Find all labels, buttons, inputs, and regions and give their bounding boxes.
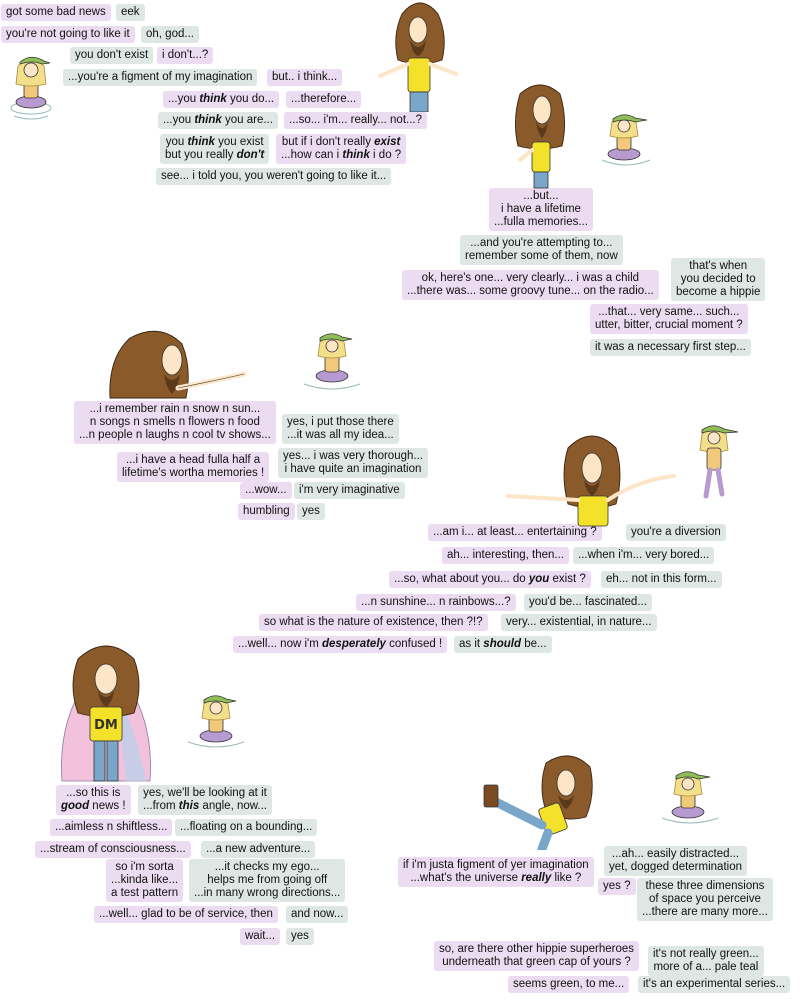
dialogue-line: remember some of them, now bbox=[465, 250, 618, 262]
speech-bubble bbox=[508, 976, 629, 993]
dialogue-line: ah... interesting, then... bbox=[447, 549, 564, 561]
speech-bubble bbox=[138, 785, 272, 815]
dialogue-text: confused ! bbox=[385, 638, 443, 650]
speech-bubble bbox=[356, 594, 516, 611]
dialogue-text: news ! bbox=[89, 800, 126, 812]
floating-friend-illustration bbox=[660, 770, 720, 826]
dialogue-line: ...so this is bbox=[66, 787, 121, 799]
speech-bubble bbox=[590, 304, 748, 334]
dialogue-line: ...it checks my ego... bbox=[214, 861, 320, 873]
speech-bubble bbox=[573, 547, 714, 564]
dialogue-line: eh... not in this form... bbox=[606, 573, 717, 585]
dialogue-line: of space you perceive bbox=[649, 893, 761, 905]
emphasis-text: should bbox=[483, 638, 521, 650]
dialogue-line: and now... bbox=[291, 908, 344, 920]
dialogue-text: be... bbox=[521, 638, 547, 650]
dialogue-text: exist ? bbox=[549, 573, 586, 585]
dialogue-line: yes... i was very thorough... bbox=[283, 450, 423, 462]
speech-bubble bbox=[106, 859, 183, 902]
dialogue-line: ...there are many more... bbox=[642, 906, 768, 918]
dialogue-line: it's an experimental series... bbox=[643, 978, 786, 990]
svg-text:DM: DM bbox=[94, 718, 118, 733]
dialogue-line: underneath that green cap of yours ? bbox=[442, 956, 631, 968]
dialogue-line: yes bbox=[302, 505, 320, 517]
floating-friend-illustration bbox=[8, 52, 54, 124]
speech-bubble bbox=[286, 928, 314, 945]
speech-bubble bbox=[648, 946, 764, 976]
dialogue-line: you're not going to like it bbox=[6, 28, 130, 40]
dialogue-line bbox=[143, 800, 267, 813]
dialogue-line: yet, dogged determination bbox=[609, 861, 742, 873]
speech-bubble bbox=[163, 91, 279, 108]
dialogue-line: ...in many wrong directions... bbox=[194, 887, 341, 899]
dialogue-line: that's when bbox=[689, 260, 748, 272]
dialogue-line bbox=[394, 573, 586, 586]
speech-bubble bbox=[294, 482, 405, 499]
dialogue-line: these three dimensions bbox=[645, 880, 765, 892]
dialogue-line: ...you're a figment of my imagination bbox=[68, 71, 253, 83]
speech-bubble bbox=[282, 414, 399, 444]
dialogue-line bbox=[168, 93, 274, 106]
speech-bubble bbox=[160, 134, 269, 164]
dialogue-line: ...am i... at least... entertaining ? bbox=[433, 526, 597, 538]
speech-bubble bbox=[398, 857, 594, 887]
speech-bubble bbox=[1, 4, 111, 21]
speech-bubble bbox=[286, 91, 361, 108]
speech-bubble bbox=[601, 571, 722, 588]
dialogue-line: you decided to bbox=[680, 273, 756, 285]
dialogue-line: ...and you're attempting to... bbox=[470, 237, 613, 249]
speech-bubble bbox=[158, 112, 278, 129]
dialogue-line: yes bbox=[291, 930, 309, 942]
dialogue-line: eek bbox=[121, 6, 140, 18]
emphasis-text: exist bbox=[374, 136, 401, 148]
dialogue-text: but if i don't really bbox=[281, 136, 375, 148]
speech-bubble bbox=[286, 906, 348, 923]
speech-bubble bbox=[233, 636, 447, 653]
speech-bubble bbox=[590, 339, 751, 356]
floating-friend-illustration bbox=[688, 422, 744, 502]
dialogue-line: become a hippie bbox=[676, 286, 761, 298]
dialogue-text: ...what's the universe bbox=[410, 872, 522, 884]
speech-bubble bbox=[276, 134, 406, 164]
dialogue-line: you'd be... fascinated... bbox=[529, 596, 647, 608]
dialogue-text: ...well... now i'm bbox=[238, 638, 322, 650]
speech-bubble bbox=[175, 819, 317, 836]
speech-bubble bbox=[238, 503, 295, 520]
dialogue-line: i'm very imaginative bbox=[299, 484, 400, 496]
dialogue-line: ...i have a head fulla half a bbox=[125, 454, 261, 466]
kicking-hippie-illustration bbox=[482, 755, 602, 850]
dialogue-line: ...ah... easily distracted... bbox=[611, 848, 740, 860]
dialogue-line: ...when i'm... very bored... bbox=[578, 549, 710, 561]
dialogue-line: you're a diversion bbox=[631, 526, 721, 538]
dialogue-line: see... i told you, you weren't going to like it... bbox=[161, 170, 387, 182]
dialogue-line bbox=[281, 136, 401, 149]
speech-bubble bbox=[50, 819, 172, 836]
dialogue-text: you do... bbox=[226, 93, 275, 105]
dialogue-text: ...from bbox=[143, 800, 179, 812]
emphasis-text: good bbox=[61, 800, 90, 812]
emphasis-text: think bbox=[187, 136, 215, 148]
dialogue-line: humbling bbox=[243, 505, 290, 517]
speech-bubble bbox=[524, 594, 652, 611]
speech-bubble bbox=[598, 878, 636, 895]
dialogue-line: ...therefore... bbox=[291, 93, 357, 105]
dialogue-line: got some bad news bbox=[6, 6, 106, 18]
speech-bubble bbox=[278, 448, 428, 478]
dialogue-line: so i'm sorta bbox=[115, 861, 174, 873]
dialogue-text: ...so, what about you... do bbox=[394, 573, 529, 585]
emphasis-text: desperately bbox=[322, 638, 386, 650]
emphasis-text: think bbox=[342, 149, 370, 161]
dialogue-line: yes, we'll be looking at it bbox=[143, 787, 267, 799]
emphasis-text: think bbox=[199, 93, 227, 105]
dialogue-line: ...wow... bbox=[245, 484, 287, 496]
dialogue-text: you bbox=[165, 136, 188, 148]
speech-bubble bbox=[240, 928, 280, 945]
dialogue-line: ...there was... some groovy tune... on the radio... bbox=[407, 285, 654, 297]
emphasis-text: don't bbox=[236, 149, 265, 161]
hippie-illustration bbox=[372, 0, 462, 112]
dialogue-line: ...well... glad to be of service, then bbox=[99, 908, 273, 920]
dialogue-line: very... existential, in nature... bbox=[506, 616, 652, 628]
emphasis-text: think bbox=[194, 114, 222, 126]
floating-friend-illustration bbox=[186, 692, 246, 750]
dialogue-line: so what is the nature of existence, then ?!? bbox=[264, 616, 483, 628]
dialogue-text: as it bbox=[459, 638, 484, 650]
hippie-illustration bbox=[510, 80, 570, 190]
dialogue-line bbox=[281, 149, 401, 162]
speech-bubble bbox=[1, 26, 135, 43]
speech-bubble bbox=[297, 503, 325, 520]
dialogue-line bbox=[403, 872, 589, 885]
speech-bubble bbox=[116, 4, 145, 21]
dialogue-line: ...but... bbox=[523, 190, 559, 202]
speech-bubble bbox=[434, 941, 639, 971]
speech-bubble bbox=[240, 482, 292, 499]
dialogue-line: lifetime's wortha memories ! bbox=[122, 467, 265, 479]
speech-bubble bbox=[63, 69, 257, 86]
emphasis-text: you bbox=[528, 573, 550, 585]
speech-bubble bbox=[35, 841, 191, 858]
dialogue-line: ...n people n laughs n cool tv shows... bbox=[79, 429, 271, 441]
speech-bubble bbox=[501, 614, 657, 631]
dialogue-line bbox=[61, 800, 126, 813]
dialogue-text: ...how can i bbox=[281, 149, 343, 161]
dialogue-text: you exist bbox=[214, 136, 264, 148]
hippie-illustration bbox=[502, 428, 682, 528]
dialogue-line: n songs n smells n flowers n food bbox=[89, 416, 260, 428]
dialogue-line: seems green, to me... bbox=[513, 978, 625, 990]
speech-bubble bbox=[402, 270, 659, 300]
dialogue-line: if i'm justa figment of yer imagination bbox=[403, 859, 589, 871]
speech-bubble bbox=[201, 841, 315, 858]
speech-bubble bbox=[189, 859, 345, 902]
dialogue-line: it's not really green... bbox=[653, 948, 759, 960]
dialogue-line: you don't exist bbox=[75, 49, 149, 61]
dialogue-line: ...aimless n shiftless... bbox=[55, 821, 168, 833]
dialogue-text: ...you bbox=[163, 114, 195, 126]
dialogue-line: ...stream of consciousness... bbox=[40, 843, 186, 855]
dialogue-line: ...a new adventure... bbox=[206, 843, 311, 855]
dialogue-line: helps me from going off bbox=[207, 874, 328, 886]
floating-friend-illustration bbox=[302, 330, 362, 392]
speech-bubble bbox=[259, 614, 488, 631]
speech-bubble bbox=[638, 976, 790, 993]
dialogue-line bbox=[165, 149, 264, 162]
dialogue-line: ...so... i'm... really... not...? bbox=[289, 114, 422, 126]
dialogue-line: ...i remember rain n snow n sun... bbox=[89, 403, 261, 415]
dialogue-line: ...n sunshine... n rainbows...? bbox=[361, 596, 511, 608]
dialogue-line: ...it was all my idea... bbox=[287, 429, 394, 441]
dialogue-line: yes, i put those there bbox=[287, 416, 394, 428]
dialogue-line: oh, god... bbox=[146, 28, 194, 40]
speech-bubble bbox=[117, 452, 269, 482]
speech-bubble bbox=[671, 258, 765, 301]
dialogue-text: like ? bbox=[551, 872, 582, 884]
dialogue-line: ...kinda like... bbox=[111, 874, 179, 886]
dialogue-line: yes ? bbox=[603, 880, 631, 892]
dialogue-line bbox=[163, 114, 273, 127]
dialogue-line: ...fulla memories... bbox=[494, 216, 588, 228]
dialogue-line: wait... bbox=[245, 930, 276, 942]
dialogue-line bbox=[459, 638, 547, 651]
floating-friend-illustration bbox=[600, 112, 652, 168]
dialogue-line: but.. i think... bbox=[272, 71, 338, 83]
speech-bubble bbox=[70, 47, 153, 64]
dialogue-text: i do ? bbox=[369, 149, 402, 161]
emphasis-text: really bbox=[521, 872, 552, 884]
speech-bubble bbox=[604, 846, 747, 876]
speech-bubble bbox=[74, 401, 276, 444]
speech-bubble bbox=[94, 906, 278, 923]
speech-bubble bbox=[284, 112, 427, 129]
dialogue-text: angle, now... bbox=[199, 800, 268, 812]
dialogue-line: i have quite an imagination bbox=[284, 463, 422, 475]
dialogue-text: ...you bbox=[168, 93, 200, 105]
dialogue-line: ok, here's one... very clearly... i was a child bbox=[421, 272, 640, 284]
dialogue-line: more of a... pale teal bbox=[653, 961, 759, 973]
speech-bubble bbox=[156, 168, 391, 185]
speech-bubble bbox=[56, 785, 131, 815]
emphasis-text: this bbox=[178, 800, 200, 812]
dialogue-line: i don't...? bbox=[162, 49, 209, 61]
speech-bubble bbox=[157, 47, 213, 64]
speech-bubble bbox=[442, 547, 569, 564]
dialogue-text: you are... bbox=[221, 114, 273, 126]
speech-bubble bbox=[267, 69, 342, 86]
dialogue-line bbox=[238, 638, 442, 651]
dialogue-line: ...floating on a bounding... bbox=[180, 821, 313, 833]
superhero-hippie-illustration bbox=[56, 645, 156, 785]
speech-bubble bbox=[454, 636, 552, 653]
dialogue-line: a test pattern bbox=[111, 887, 179, 899]
dialogue-line: i have a lifetime bbox=[501, 203, 581, 215]
dialogue-line: it was a necessary first step... bbox=[595, 341, 746, 353]
speech-bubble bbox=[389, 571, 591, 588]
speech-bubble bbox=[637, 878, 773, 921]
speech-bubble bbox=[489, 188, 593, 231]
dialogue-line: ...that... very same... such... bbox=[598, 306, 740, 318]
hippie-illustration bbox=[104, 328, 254, 402]
dialogue-line: utter, bitter, crucial moment ? bbox=[595, 319, 743, 331]
speech-bubble bbox=[460, 235, 623, 265]
dialogue-line bbox=[165, 136, 264, 149]
dialogue-text: but you really bbox=[165, 149, 237, 161]
dialogue-line: so, are there other hippie superheroes bbox=[439, 943, 634, 955]
speech-bubble bbox=[141, 26, 199, 43]
